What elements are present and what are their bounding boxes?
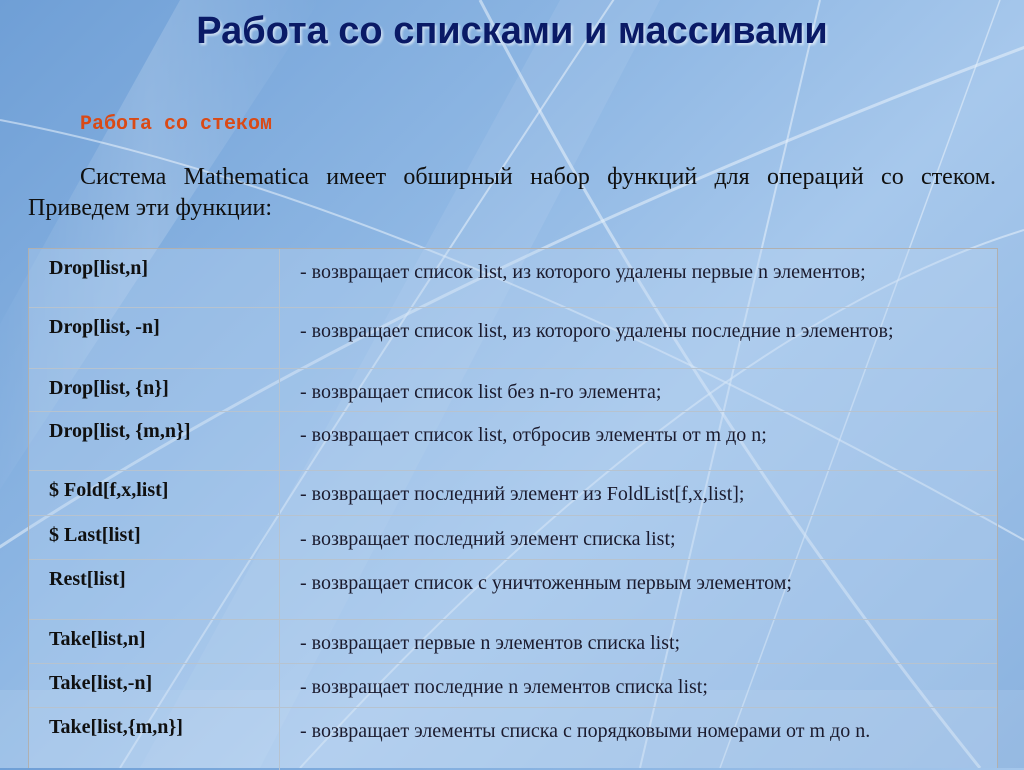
table-row — [29, 470, 997, 516]
function-description-cell: - возвращает последний элемент из FoldList[f,x,list]; — [300, 483, 745, 505]
table-row — [29, 619, 997, 664]
function-name-cell: Drop[list, {m,n}] — [29, 412, 280, 471]
section-subtitle: Работа со стеком — [80, 113, 273, 136]
function-name-cell: Take[list,n] — [29, 620, 280, 664]
slide-title: Работа со списками и массивами — [196, 10, 828, 52]
function-description-cell: - возвращает первые n элементов списка list; — [300, 632, 681, 654]
table-row — [29, 663, 997, 708]
table-row — [29, 559, 997, 620]
table-row — [29, 368, 997, 412]
function-name-cell: Take[list,-n] — [29, 664, 280, 708]
function-name-cell: $ Fold[f,x,list] — [29, 471, 280, 516]
function-name-cell: Drop[list, -n] — [29, 308, 280, 369]
function-name-cell: Drop[list,n] — [29, 249, 280, 307]
table-row — [29, 515, 997, 560]
table-row — [29, 411, 997, 471]
function-name-cell: $ Last[list] — [29, 516, 280, 560]
function-name-cell: Drop[list, {n}] — [29, 369, 280, 412]
function-description-cell: - возвращает последние n элементов списка list; — [300, 676, 708, 698]
function-description-cell: - возвращает список list без n-го элемента; — [300, 381, 662, 403]
table-row — [29, 307, 997, 369]
function-description-cell: - возвращает список с уничтоженным первым элементом; — [300, 572, 792, 594]
function-description-cell: - возвращает список list, отбросив элементы от m до n; — [300, 424, 767, 446]
function-description-cell: - возвращает последний элемент списка list; — [300, 528, 676, 550]
functions-table — [28, 248, 998, 768]
function-description-cell: - возвращает список list, из которого удалены первые n элементов; — [300, 261, 866, 283]
function-name-cell: Rest[list] — [29, 560, 280, 620]
function-description-cell: - возвращает список list, из которого удалены последние n элементов; — [300, 320, 894, 342]
table-row — [29, 707, 997, 770]
function-name-cell: Take[list,{m,n}] — [29, 708, 280, 770]
table-row — [29, 249, 997, 307]
intro-paragraph: Система Mathematica имеет обширный набор функций для операций со стеком. Приведем эти функции: — [28, 164, 996, 221]
function-description-cell: - возвращает элементы списка с порядковыми номерами от m до n. — [300, 720, 871, 742]
